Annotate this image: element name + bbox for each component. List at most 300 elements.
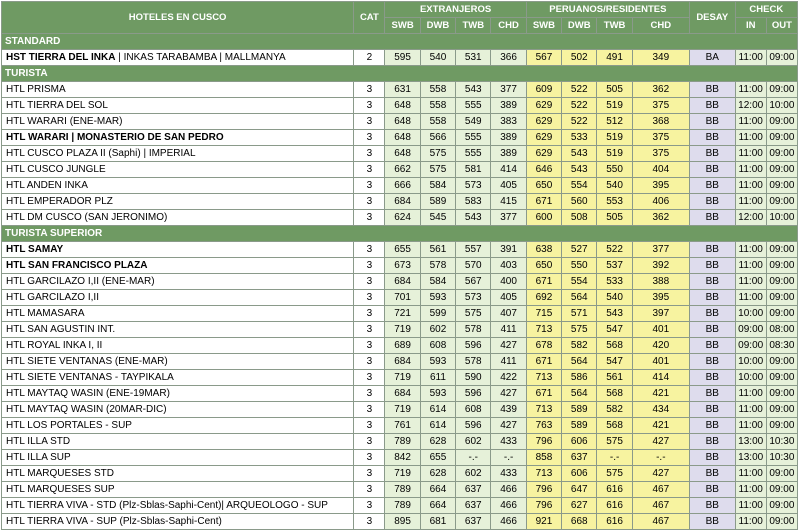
- per-chd-cell: 395: [632, 290, 689, 306]
- ext-dwb-cell: 540: [420, 50, 455, 66]
- per-dwb-cell: 586: [562, 370, 597, 386]
- category-cell: 3: [354, 130, 385, 146]
- per-dwb-cell: 508: [562, 210, 597, 226]
- per-twb-cell: 505: [597, 210, 632, 226]
- breakfast-cell: BB: [689, 322, 735, 338]
- hotel-name-cell: [2, 130, 354, 146]
- hotel-name-cell: [2, 338, 354, 354]
- check-in-cell: 11:00: [735, 290, 766, 306]
- check-out-cell: 09:00: [766, 514, 797, 530]
- hotel-name-cell: [2, 370, 354, 386]
- hotel-name: HTL WARARI | MONASTERIO DE SAN PEDRO: [6, 131, 224, 143]
- ext-chd-cell: 427: [491, 418, 526, 434]
- ext-twb-cell: 573: [456, 178, 491, 194]
- ext-twb-cell: 602: [456, 466, 491, 482]
- hotel-name-extra: | INKAS TARABAMBA | MALLMANYA: [115, 51, 286, 63]
- hotel-name: HTL TIERRA VIVA - SUP (Plz-Sblas-Saphi-Cent): [6, 515, 222, 527]
- ext-twb-cell: 575: [456, 306, 491, 322]
- per-dwb-cell: 522: [562, 114, 597, 130]
- check-out-cell: 10:00: [766, 98, 797, 114]
- ext-chd-cell: 427: [491, 386, 526, 402]
- ext-twb-cell: 608: [456, 402, 491, 418]
- per-chd-cell: 404: [632, 162, 689, 178]
- ext-swb-cell: 648: [385, 130, 420, 146]
- per-chd-cell: 421: [632, 418, 689, 434]
- hotel-name: HTL MARQUESES STD: [6, 467, 114, 479]
- per-twb-cell: 568: [597, 386, 632, 402]
- per-chd-cell: 397: [632, 306, 689, 322]
- hotel-name-cell: [2, 434, 354, 450]
- ext-swb-cell: 701: [385, 290, 420, 306]
- per-swb-cell: 796: [526, 482, 561, 498]
- table-header: [2, 2, 798, 34]
- ext-swb-cell: 689: [385, 338, 420, 354]
- hotel-name: HTL CUSCO PLAZA II (Saphi) | IMPERIAL: [6, 147, 196, 159]
- hotel-name: HTL ROYAL INKA I, II: [6, 339, 103, 351]
- ext-swb-cell: 842: [385, 450, 420, 466]
- per-chd-cell: 427: [632, 466, 689, 482]
- check-out-header: OUT: [766, 18, 797, 34]
- category-row: [2, 226, 798, 242]
- hotel-name-cell: [2, 466, 354, 482]
- check-in-cell: 11:00: [735, 194, 766, 210]
- ext-twb-cell: 637: [456, 514, 491, 530]
- check-in-cell: 11:00: [735, 482, 766, 498]
- hotel-name: HTL SAN AGUSTIN INT.: [6, 323, 116, 335]
- category-cell: 3: [354, 354, 385, 370]
- hotel-name: HTL MAMASARA: [6, 307, 85, 319]
- ext-twb-cell: 543: [456, 82, 491, 98]
- hotel-row: [2, 370, 798, 386]
- per-twb-cell: 540: [597, 178, 632, 194]
- category-cell: 3: [354, 306, 385, 322]
- per-chd-cell: 395: [632, 178, 689, 194]
- ext-swb-cell: 673: [385, 258, 420, 274]
- breakfast-cell: BB: [689, 146, 735, 162]
- ext-swb-cell: 895: [385, 514, 420, 530]
- ext-twb-cell: 637: [456, 482, 491, 498]
- check-in-cell: 11:00: [735, 466, 766, 482]
- check-in-header: IN: [735, 18, 766, 34]
- breakfast-cell: BB: [689, 514, 735, 530]
- category-cell: 3: [354, 402, 385, 418]
- per-twb-cell: 519: [597, 98, 632, 114]
- category-cell: 3: [354, 450, 385, 466]
- per-chd-cell: 362: [632, 82, 689, 98]
- check-out-cell: 08:00: [766, 322, 797, 338]
- hotel-name: HTL SAMAY: [6, 243, 64, 255]
- ext-twb-cell: 549: [456, 114, 491, 130]
- hotel-row: [2, 306, 798, 322]
- breakfast-cell: BB: [689, 178, 735, 194]
- per-chd-cell: 362: [632, 210, 689, 226]
- per-dwb-cell: 564: [562, 354, 597, 370]
- per-twb-cell: 616: [597, 514, 632, 530]
- ext-chd-cell: 389: [491, 98, 526, 114]
- ext-chd-cell: 466: [491, 498, 526, 514]
- check-in-cell: 13:00: [735, 434, 766, 450]
- per-swb-header: SWB: [526, 18, 561, 34]
- per-dwb-cell: 668: [562, 514, 597, 530]
- header-row-top: [2, 2, 798, 18]
- per-chd-cell: 467: [632, 498, 689, 514]
- category-cell: 3: [354, 290, 385, 306]
- check-out-cell: 09:00: [766, 114, 797, 130]
- check-group-header: CHECK: [735, 2, 797, 18]
- category-cell: 3: [354, 146, 385, 162]
- check-in-cell: 11:00: [735, 274, 766, 290]
- breakfast-cell: BB: [689, 258, 735, 274]
- hotel-row: [2, 466, 798, 482]
- category-cell: 3: [354, 82, 385, 98]
- ext-dwb-cell: 655: [420, 450, 455, 466]
- hotel-row: [2, 354, 798, 370]
- check-out-cell: 09:00: [766, 370, 797, 386]
- hotel-name: HTL ILLA SUP: [6, 451, 71, 463]
- hotel-name-cell: [2, 98, 354, 114]
- per-twb-cell: 568: [597, 418, 632, 434]
- check-in-cell: 11:00: [735, 418, 766, 434]
- check-in-cell: 11:00: [735, 50, 766, 66]
- hotel-row: [2, 274, 798, 290]
- ext-twb-cell: 583: [456, 194, 491, 210]
- ext-swb-cell: 719: [385, 402, 420, 418]
- ext-swb-cell: 761: [385, 418, 420, 434]
- hotel-name: HTL WARARI (ENE-MAR): [6, 115, 123, 127]
- hotel-row: [2, 210, 798, 226]
- ext-chd-cell: 366: [491, 50, 526, 66]
- per-twb-cell: 561: [597, 370, 632, 386]
- check-out-cell: 09:00: [766, 258, 797, 274]
- check-out-cell: 09:00: [766, 290, 797, 306]
- category-cell: 3: [354, 194, 385, 210]
- hotel-name-cell: [2, 418, 354, 434]
- check-out-cell: 09:00: [766, 306, 797, 322]
- per-swb-cell: 629: [526, 130, 561, 146]
- ext-dwb-cell: 575: [420, 162, 455, 178]
- ext-swb-cell: 684: [385, 274, 420, 290]
- ext-swb-cell: 721: [385, 306, 420, 322]
- per-swb-cell: 713: [526, 466, 561, 482]
- hotel-name-cell: [2, 258, 354, 274]
- ext-dwb-cell: 558: [420, 98, 455, 114]
- hotel-row: [2, 82, 798, 98]
- check-in-cell: 12:00: [735, 210, 766, 226]
- ext-dwb-header: DWB: [420, 18, 455, 34]
- ext-twb-cell: 637: [456, 498, 491, 514]
- hotel-row: [2, 434, 798, 450]
- per-swb-cell: 629: [526, 146, 561, 162]
- per-twb-cell: 519: [597, 130, 632, 146]
- ext-chd-cell: 405: [491, 178, 526, 194]
- per-swb-cell: 796: [526, 498, 561, 514]
- hotel-row: [2, 50, 798, 66]
- check-out-cell: 09:00: [766, 386, 797, 402]
- ext-dwb-cell: 611: [420, 370, 455, 386]
- breakfast-cell: BB: [689, 498, 735, 514]
- ext-swb-cell: 719: [385, 370, 420, 386]
- per-swb-cell: 650: [526, 178, 561, 194]
- hotel-name-cell: [2, 210, 354, 226]
- per-dwb-cell: 522: [562, 82, 597, 98]
- breakfast-cell: BB: [689, 162, 735, 178]
- hotel-name-cell: [2, 498, 354, 514]
- hotel-row: [2, 178, 798, 194]
- breakfast-cell: BB: [689, 306, 735, 322]
- ext-swb-cell: 624: [385, 210, 420, 226]
- hotel-row: [2, 514, 798, 530]
- per-twb-cell: 543: [597, 306, 632, 322]
- per-twb-cell: 547: [597, 322, 632, 338]
- per-chd-cell: 375: [632, 130, 689, 146]
- per-dwb-cell: 647: [562, 482, 597, 498]
- ext-dwb-cell: 628: [420, 466, 455, 482]
- per-twb-cell: 505: [597, 82, 632, 98]
- per-twb-cell: 512: [597, 114, 632, 130]
- hotel-name: HTL TIERRA VIVA - STD (Plz-Sblas-Saphi-Cent)| ARQUEOLOGO - SUP: [6, 499, 328, 511]
- category-cell: 3: [354, 466, 385, 482]
- check-in-cell: 09:00: [735, 338, 766, 354]
- hotel-name-cell: [2, 50, 354, 66]
- check-out-cell: 10:30: [766, 450, 797, 466]
- per-twb-cell: 537: [597, 258, 632, 274]
- hotel-name: HTL MAYTAQ WASIN (ENE-19MAR): [6, 387, 170, 399]
- category-cell: 3: [354, 274, 385, 290]
- per-dwb-cell: 560: [562, 194, 597, 210]
- per-swb-cell: 678: [526, 338, 561, 354]
- breakfast-cell: BB: [689, 194, 735, 210]
- per-chd-cell: 388: [632, 274, 689, 290]
- ext-chd-cell: 391: [491, 242, 526, 258]
- hotel-name: HTL PRISMA: [6, 83, 66, 95]
- check-in-cell: 11:00: [735, 514, 766, 530]
- hotel-name: HTL SAN FRANCISCO PLAZA: [6, 259, 148, 271]
- ext-swb-cell: 666: [385, 178, 420, 194]
- per-swb-cell: 638: [526, 242, 561, 258]
- per-twb-cell: 568: [597, 338, 632, 354]
- category-cell: 3: [354, 178, 385, 194]
- hotel-name: HTL GARCILAZO I,II (ENE-MAR): [6, 275, 155, 287]
- ext-chd-cell: 439: [491, 402, 526, 418]
- ext-dwb-cell: 566: [420, 130, 455, 146]
- hotel-name: HTL LOS PORTALES - SUP: [6, 419, 132, 431]
- ext-swb-header: SWB: [385, 18, 420, 34]
- ext-twb-cell: 590: [456, 370, 491, 386]
- per-twb-cell: 540: [597, 290, 632, 306]
- ext-dwb-cell: 614: [420, 418, 455, 434]
- per-twb-cell: 575: [597, 434, 632, 450]
- ext-dwb-cell: 545: [420, 210, 455, 226]
- per-swb-cell: 671: [526, 354, 561, 370]
- check-out-cell: 09:00: [766, 466, 797, 482]
- per-dwb-cell: 575: [562, 322, 597, 338]
- per-dwb-cell: 582: [562, 338, 597, 354]
- per-twb-cell: 616: [597, 482, 632, 498]
- per-twb-cell: 582: [597, 402, 632, 418]
- ext-dwb-cell: 584: [420, 178, 455, 194]
- breakfast-cell: BB: [689, 482, 735, 498]
- check-in-cell: 11:00: [735, 130, 766, 146]
- hotel-name-cell: [2, 82, 354, 98]
- category-row: [2, 34, 798, 50]
- per-dwb-cell: 589: [562, 402, 597, 418]
- check-out-cell: 09:00: [766, 130, 797, 146]
- per-dwb-cell: 606: [562, 466, 597, 482]
- check-out-cell: 09:00: [766, 354, 797, 370]
- per-dwb-cell: 564: [562, 386, 597, 402]
- per-twb-header: TWB: [597, 18, 632, 34]
- cat-column-header: CAT: [354, 2, 385, 34]
- per-swb-cell: 629: [526, 98, 561, 114]
- breakfast-cell: BB: [689, 450, 735, 466]
- check-in-cell: 11:00: [735, 162, 766, 178]
- hotel-name: HTL SIETE VENTANAS - TAYPIKALA: [6, 371, 174, 383]
- ext-dwb-cell: 681: [420, 514, 455, 530]
- check-out-cell: 09:00: [766, 162, 797, 178]
- per-chd-cell: 434: [632, 402, 689, 418]
- per-swb-cell: 713: [526, 402, 561, 418]
- per-chd-cell: -.-: [632, 450, 689, 466]
- per-swb-cell: 567: [526, 50, 561, 66]
- ext-swb-cell: 789: [385, 434, 420, 450]
- per-chd-cell: 375: [632, 98, 689, 114]
- check-out-cell: 09:00: [766, 194, 797, 210]
- ext-chd-cell: 433: [491, 434, 526, 450]
- breakfast-cell: BB: [689, 274, 735, 290]
- per-swb-cell: 715: [526, 306, 561, 322]
- per-dwb-header: DWB: [562, 18, 597, 34]
- per-dwb-cell: 637: [562, 450, 597, 466]
- ext-dwb-cell: 589: [420, 194, 455, 210]
- hotel-row: [2, 114, 798, 130]
- breakfast-cell: BB: [689, 370, 735, 386]
- category-cell: 3: [354, 98, 385, 114]
- ext-twb-cell: 557: [456, 242, 491, 258]
- check-in-cell: 10:00: [735, 306, 766, 322]
- check-in-cell: 10:00: [735, 354, 766, 370]
- ext-twb-cell: 555: [456, 130, 491, 146]
- ext-chd-cell: -.-: [491, 450, 526, 466]
- category-title: TURISTA: [2, 66, 798, 82]
- per-dwb-cell: 571: [562, 306, 597, 322]
- ext-dwb-cell: 575: [420, 146, 455, 162]
- ext-dwb-cell: 602: [420, 322, 455, 338]
- breakfast-cell: BB: [689, 466, 735, 482]
- ext-dwb-cell: 584: [420, 274, 455, 290]
- hotel-row: [2, 386, 798, 402]
- ext-twb-cell: 596: [456, 338, 491, 354]
- ext-swb-cell: 595: [385, 50, 420, 66]
- ext-swb-cell: 631: [385, 82, 420, 98]
- per-twb-cell: 547: [597, 354, 632, 370]
- ext-twb-cell: -.-: [456, 450, 491, 466]
- hotel-name-cell: [2, 146, 354, 162]
- ext-swb-cell: 684: [385, 386, 420, 402]
- peruanos-group-header: PERUANOS/RESIDENTES: [526, 2, 689, 18]
- per-chd-cell: 375: [632, 146, 689, 162]
- ext-dwb-cell: 593: [420, 386, 455, 402]
- hotel-name: HTL SIETE VENTANAS (ENE-MAR): [6, 355, 168, 367]
- category-cell: 3: [354, 514, 385, 530]
- check-in-cell: 10:00: [735, 370, 766, 386]
- ext-chd-cell: 400: [491, 274, 526, 290]
- per-swb-cell: 671: [526, 274, 561, 290]
- category-row: [2, 66, 798, 82]
- check-out-cell: 09:00: [766, 482, 797, 498]
- breakfast-cell: BB: [689, 114, 735, 130]
- hotel-row: [2, 290, 798, 306]
- ext-chd-cell: 411: [491, 354, 526, 370]
- per-chd-cell: 467: [632, 482, 689, 498]
- ext-twb-cell: 543: [456, 210, 491, 226]
- hotel-row: [2, 482, 798, 498]
- ext-chd-cell: 377: [491, 210, 526, 226]
- check-in-cell: 11:00: [735, 258, 766, 274]
- extranjeros-group-header: EXTRANJEROS: [385, 2, 526, 18]
- hotel-name-cell: [2, 178, 354, 194]
- per-twb-cell: 616: [597, 498, 632, 514]
- ext-chd-cell: 377: [491, 82, 526, 98]
- hotel-name: HTL TIERRA DEL SOL: [6, 99, 108, 111]
- per-twb-cell: 519: [597, 146, 632, 162]
- hotel-rates-table: [1, 1, 798, 530]
- ext-twb-cell: 596: [456, 386, 491, 402]
- ext-dwb-cell: 578: [420, 258, 455, 274]
- check-out-cell: 09:00: [766, 274, 797, 290]
- per-chd-cell: 420: [632, 338, 689, 354]
- hotel-name-cell: [2, 274, 354, 290]
- per-twb-cell: -.-: [597, 450, 632, 466]
- per-swb-cell: 713: [526, 322, 561, 338]
- per-swb-cell: 629: [526, 114, 561, 130]
- category-cell: 3: [354, 114, 385, 130]
- ext-twb-cell: 573: [456, 290, 491, 306]
- per-swb-cell: 692: [526, 290, 561, 306]
- ext-chd-cell: 411: [491, 322, 526, 338]
- hotel-row: [2, 258, 798, 274]
- hotel-name-cell: [2, 354, 354, 370]
- ext-swb-cell: 719: [385, 322, 420, 338]
- category-cell: 3: [354, 482, 385, 498]
- check-out-cell: 09:00: [766, 402, 797, 418]
- hotel-name-cell: [2, 402, 354, 418]
- ext-chd-cell: 427: [491, 338, 526, 354]
- ext-twb-cell: 581: [456, 162, 491, 178]
- ext-chd-cell: 415: [491, 194, 526, 210]
- hotel-row: [2, 194, 798, 210]
- per-swb-cell: 713: [526, 370, 561, 386]
- desay-column-header: DESAY: [689, 2, 735, 34]
- breakfast-cell: BB: [689, 402, 735, 418]
- breakfast-cell: BB: [689, 98, 735, 114]
- category-cell: 3: [354, 162, 385, 178]
- ext-twb-cell: 531: [456, 50, 491, 66]
- check-out-cell: 10:30: [766, 434, 797, 450]
- hotel-row: [2, 242, 798, 258]
- check-in-cell: 12:00: [735, 98, 766, 114]
- ext-chd-cell: 466: [491, 482, 526, 498]
- per-chd-cell: 349: [632, 50, 689, 66]
- per-dwb-cell: 550: [562, 258, 597, 274]
- category-title: STANDARD: [2, 34, 798, 50]
- ext-swb-cell: 789: [385, 498, 420, 514]
- hotel-name-cell: [2, 482, 354, 498]
- per-twb-cell: 553: [597, 194, 632, 210]
- ext-twb-cell: 570: [456, 258, 491, 274]
- category-cell: 3: [354, 338, 385, 354]
- hotel-row: [2, 338, 798, 354]
- per-dwb-cell: 589: [562, 418, 597, 434]
